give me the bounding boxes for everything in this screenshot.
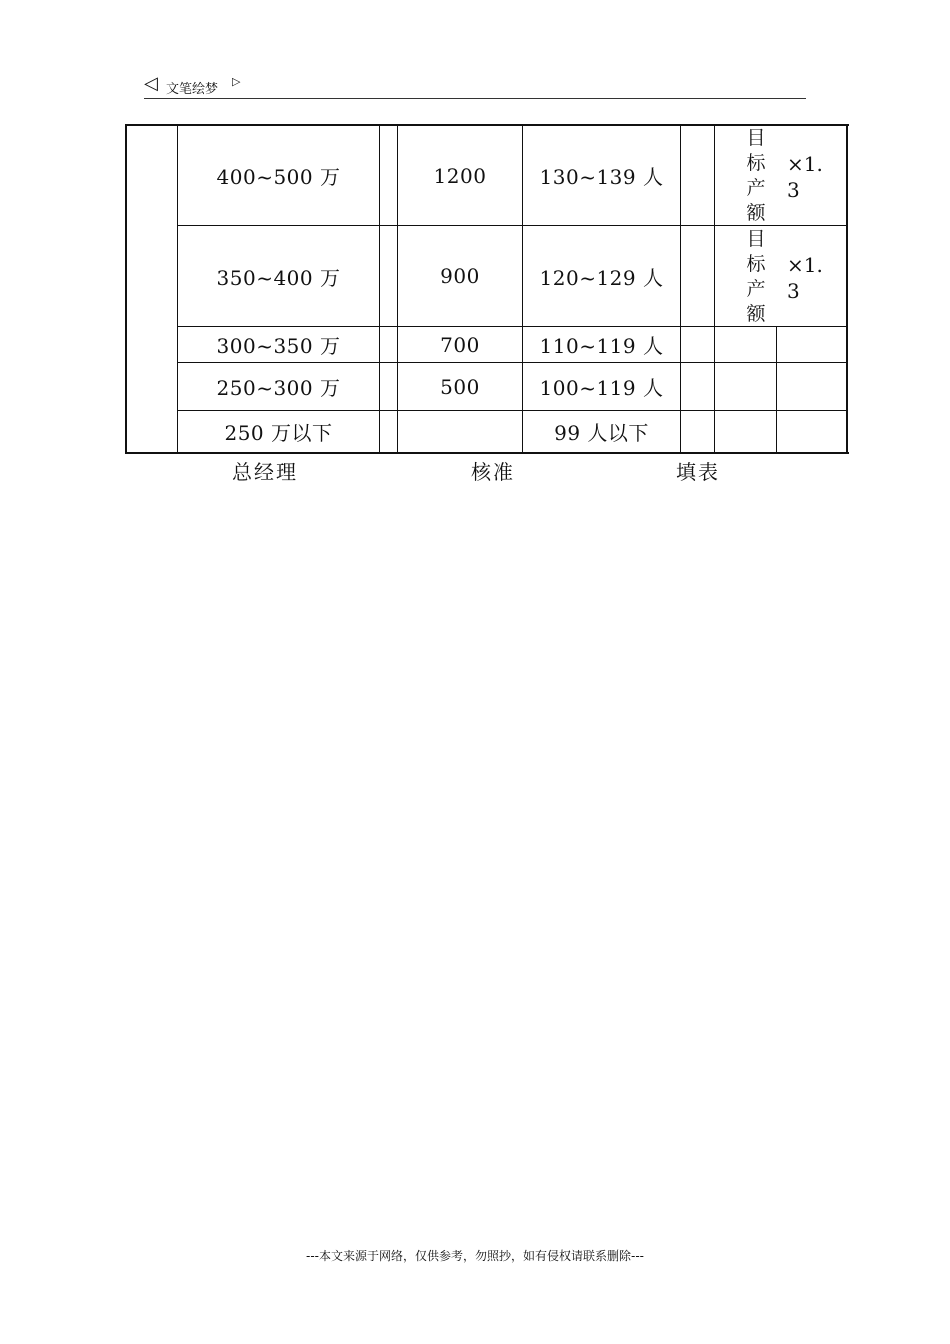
table-cell-people: 100~119 人 (539, 376, 664, 400)
right-triangle-icon: ▷ (232, 75, 241, 88)
table-right-border (846, 124, 848, 454)
table-cell-range: 300~350 万 (216, 334, 341, 358)
table-left-border (125, 124, 127, 454)
table-bottom-border (178, 452, 849, 454)
page-header (144, 72, 806, 99)
table-cell-range: 350~400 万 (216, 265, 341, 290)
signature-fill: 填表 (676, 460, 720, 484)
table-cell-range: 250 万以下 (224, 421, 333, 445)
note-multiplier: ×1. 3 (787, 253, 823, 303)
table-cell-value (398, 411, 522, 452)
page-footer-disclaimer: ---本文来源于网络，仅供参考，勿照抄，如有侵权请联系删除--- (306, 1249, 644, 1263)
table-cell-value: 500 (440, 374, 480, 399)
note-label-target-output: 目 标 产 额 (746, 228, 766, 325)
note-multiplier: ×1. 3 (787, 152, 823, 202)
table-cell-range: 400~500 万 (216, 165, 341, 189)
col-line (776, 326, 777, 454)
table-cell-value: 700 (440, 332, 480, 357)
signature-approve: 核准 (471, 460, 515, 484)
col-line (680, 124, 681, 454)
table-cell-people: 99 人以下 (554, 421, 649, 445)
note-label-target-output: 目 标 产 额 (746, 127, 766, 224)
table-cell-people: 120~129 人 (539, 265, 664, 290)
table-cell-range: 250~300 万 (216, 376, 341, 400)
table-cell-value: 900 (440, 264, 480, 288)
table-cell-people: 130~139 人 (539, 165, 664, 189)
table-bottom-left-border (125, 452, 178, 454)
col-line (714, 124, 715, 454)
table-cell-value: 1200 (433, 163, 487, 188)
commission-table (125, 124, 849, 454)
header-brand: 文笔绘梦 (166, 82, 219, 97)
table-cell-people: 110~119 人 (539, 334, 664, 358)
col-line (379, 124, 380, 454)
signature-general-manager: 总经理 (232, 460, 298, 484)
left-triangle-icon: ◁ (144, 73, 158, 94)
